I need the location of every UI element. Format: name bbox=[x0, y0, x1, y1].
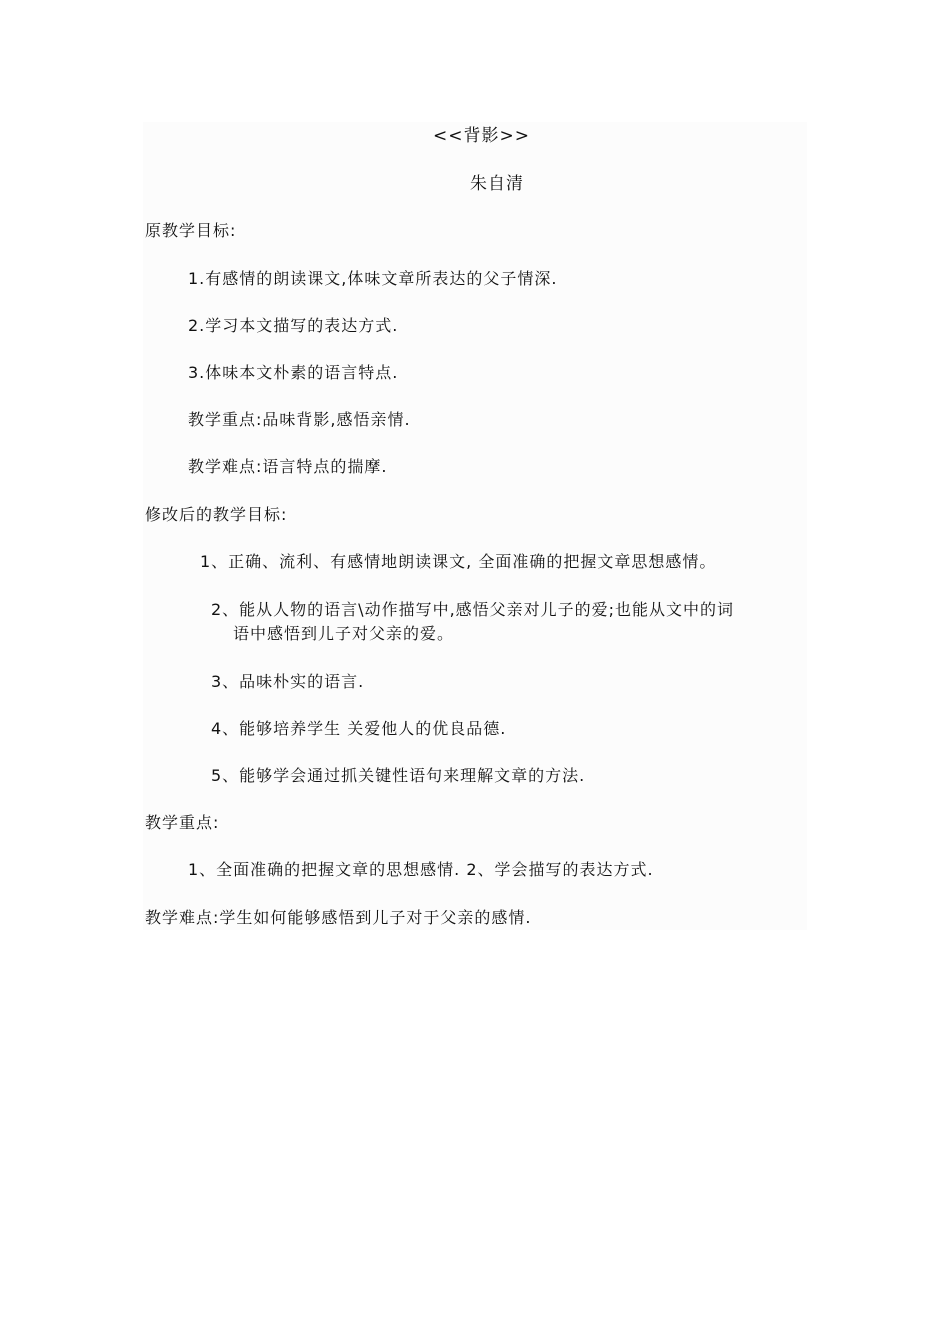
revised-goal-3: 3、品味朴实的语言. bbox=[211, 672, 365, 691]
original-goals-heading: 原教学目标: bbox=[145, 221, 237, 240]
doc-title: <<背影>> bbox=[433, 126, 530, 146]
revised-goals-heading: 修改后的教学目标: bbox=[145, 505, 288, 524]
original-difficulty: 教学难点:语言特点的揣摩. bbox=[188, 457, 388, 476]
revised-goal-5: 5、能够学会通过抓关键性语句来理解文章的方法. bbox=[211, 766, 586, 785]
revised-goal-1: 1、正确、流利、有感情地朗读课文, 全面准确的把握文章思想感情。 bbox=[200, 552, 717, 571]
revised-goal-2-cont: 语中感悟到儿子对父亲的爱。 bbox=[233, 624, 455, 643]
original-goal-2: 2.学习本文描写的表达方式. bbox=[188, 316, 399, 335]
doc-author: 朱自清 bbox=[470, 174, 524, 194]
key-points-heading: 教学重点: bbox=[145, 813, 220, 832]
original-goal-3: 3.体味本文朴素的语言特点. bbox=[188, 363, 399, 382]
original-goal-1: 1.有感情的朗读课文,体味文章所表达的父子情深. bbox=[188, 269, 558, 288]
difficulty: 教学难点:学生如何能够感悟到儿子对于父亲的感情. bbox=[145, 908, 532, 927]
revised-goal-2: 2、能从人物的语言\动作描写中,感悟父亲对儿子的爱;也能从文中的词 bbox=[211, 600, 735, 619]
original-key-point: 教学重点:品味背影,感悟亲情. bbox=[188, 410, 411, 429]
key-points: 1、全面准确的把握文章的思想感情. 2、学会描写的表达方式. bbox=[188, 860, 654, 879]
revised-goal-4: 4、能够培养学生 关爱他人的优良品德. bbox=[211, 719, 507, 738]
